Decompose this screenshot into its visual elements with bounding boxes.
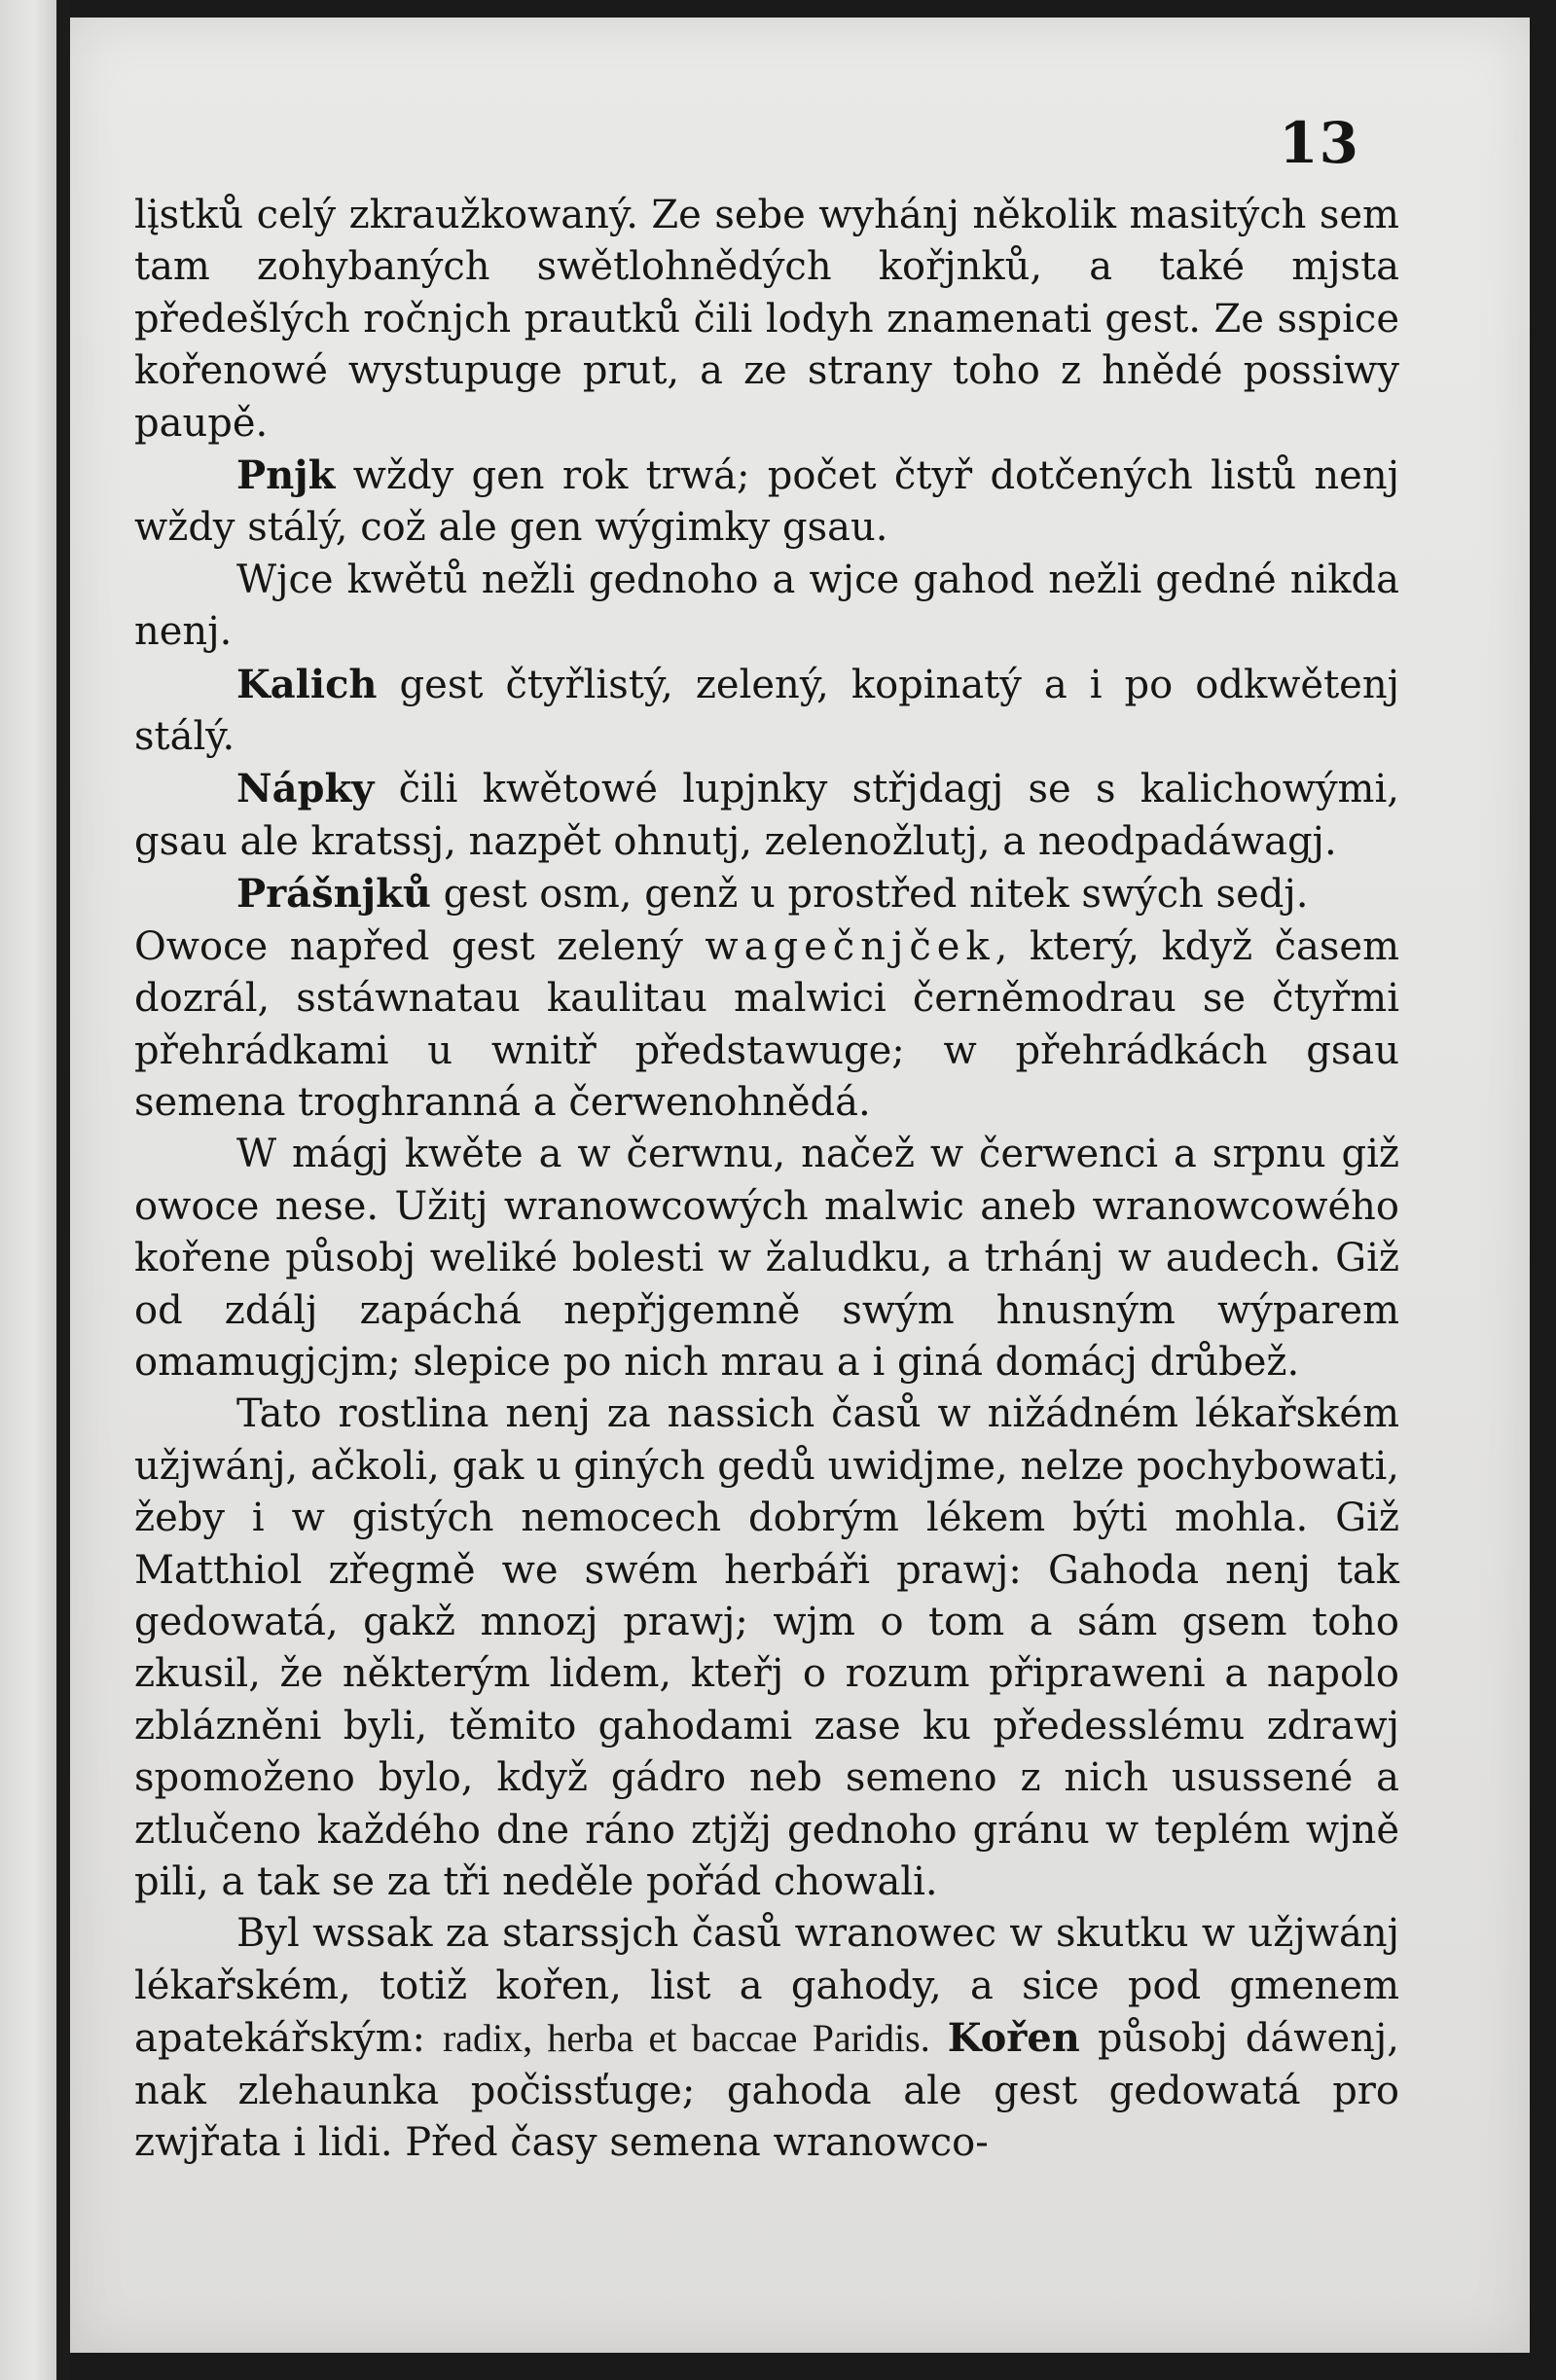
spaced-term: wagečnjček [705,923,995,969]
paragraph-text: čili kwětowé lupjnky střjdagj se s kalichowými, gsau ale kratssj, nazpět ohnutj, zelenožlutj, a neodpadáwagj. [134,767,1399,864]
paragraph [134,1908,1399,2169]
term-heading: Kalich [236,661,378,707]
paragraph [134,1129,1399,1388]
paragraph [134,868,1399,920]
paragraph-text [930,2016,948,2061]
paragraph [134,1388,1399,1908]
paragraph-text: W mágj kwěte a w čerwnu, načež w čerwenci a srpnu giž owoce nese. Užitj wranowcowých malwic aneb wranowcowého kořene působj weliké bolesti w žaludku, a trhánj w audech. Giž od zdálj zapáchá nepřjgemně swým hnusným wýparem omamugjcjm; slepice po nich mrau a i giná domácj drůbež. [134,1132,1399,1385]
term-heading: Kořen [947,2015,1080,2062]
paragraph-text: gest čtyřlistý, zelený, kopinatý a i po odkwětenj stálý. [134,662,1399,760]
term-heading: Prášnjků [236,871,431,918]
book-gutter [56,0,70,2380]
paragraph [134,450,1399,555]
page-number: 13 [1279,110,1359,176]
paragraph-text: Owoce napřed gest zelený [134,923,706,969]
paragraph-text: Tato rostlina nenj za nassich časů w nižádném lékařském užjwánj, ačkoli, gak u giných gedů uwidjme, nelze pochybowati, žeby i w gistých nemocech dobrým lékem býti mohla. Giž Matthiol zřegmě we swém herbáři prawj: Gahoda nenj tak gedowatá, gakž mnozj prawj; wjm o tom a sám gsem toho zkusil, že některým lidem, kteřj o rozum připraweni a napolo zblázněni byli, těmito gahodami zase ku předesslému zdrawj spomoženo bylo, když gádro neb semeno z nich usussené a ztlučeno každého dne ráno ztjžj gednoho gránu w teplém wjně pili, a tak se za tři neděle pořád chowali. [134,1391,1399,1904]
term-heading: Pnjk [236,452,336,499]
paragraph [134,763,1399,868]
paragraph [134,555,1399,659]
paragraph-text: , který, když časem dozrál, sstáwnatau kaulitau malwici černěmodrau se čtyřmi přehrádkami u wnitř předstawuge; w přehrádkách gsau semena troghranná a čerwenohnědá. [134,923,1400,1125]
paragraph-text: wždy gen rok trwá; počet čtyř dotčených listů nenj wždy stálý, což ale gen wýgimky gsau. [134,453,1399,551]
paragraph [134,190,1399,450]
paragraph-text: Byl wssak za starssjch časů wranowec w skutku w užjwánj lékařském, totiž kořen, list a gahody, a sice pod gmenem apatekářským: [134,1911,1399,2062]
paragraph-text: Wjce kwětů nežli gednoho a wjce gahod nežli gedné nikda nenj. [134,557,1399,655]
previous-page-edge [0,0,56,2380]
latin-term: radix, herba et baccae Paridis. [442,2016,930,2061]
body-text [134,190,1399,2169]
paragraph [134,659,1399,764]
paragraph-text: lįstků celý zkraužkowaný. Ze sebe wyhánj několik masitých sem tam zohybaných swětlohnědých kořjnků, a také mjsta předešlých ročnjch prautků čili lodyh znamenati gest. Ze sspice kořenowé wystupuge prut, a ze strany toho z hnědé possiwy paupě. [134,193,1399,446]
paragraph-text: gest osm, genž u prostřed nitek swých sedj. [430,872,1309,918]
term-heading: Nápky [236,766,375,812]
paragraph [134,921,1399,1130]
paragraph-text: působj dáwenj, nak zlehaunka počissťuge; gahoda ale gest gedowatá pro zwjřata i lidi. Před časy semena wranowco- [134,2016,1399,2166]
